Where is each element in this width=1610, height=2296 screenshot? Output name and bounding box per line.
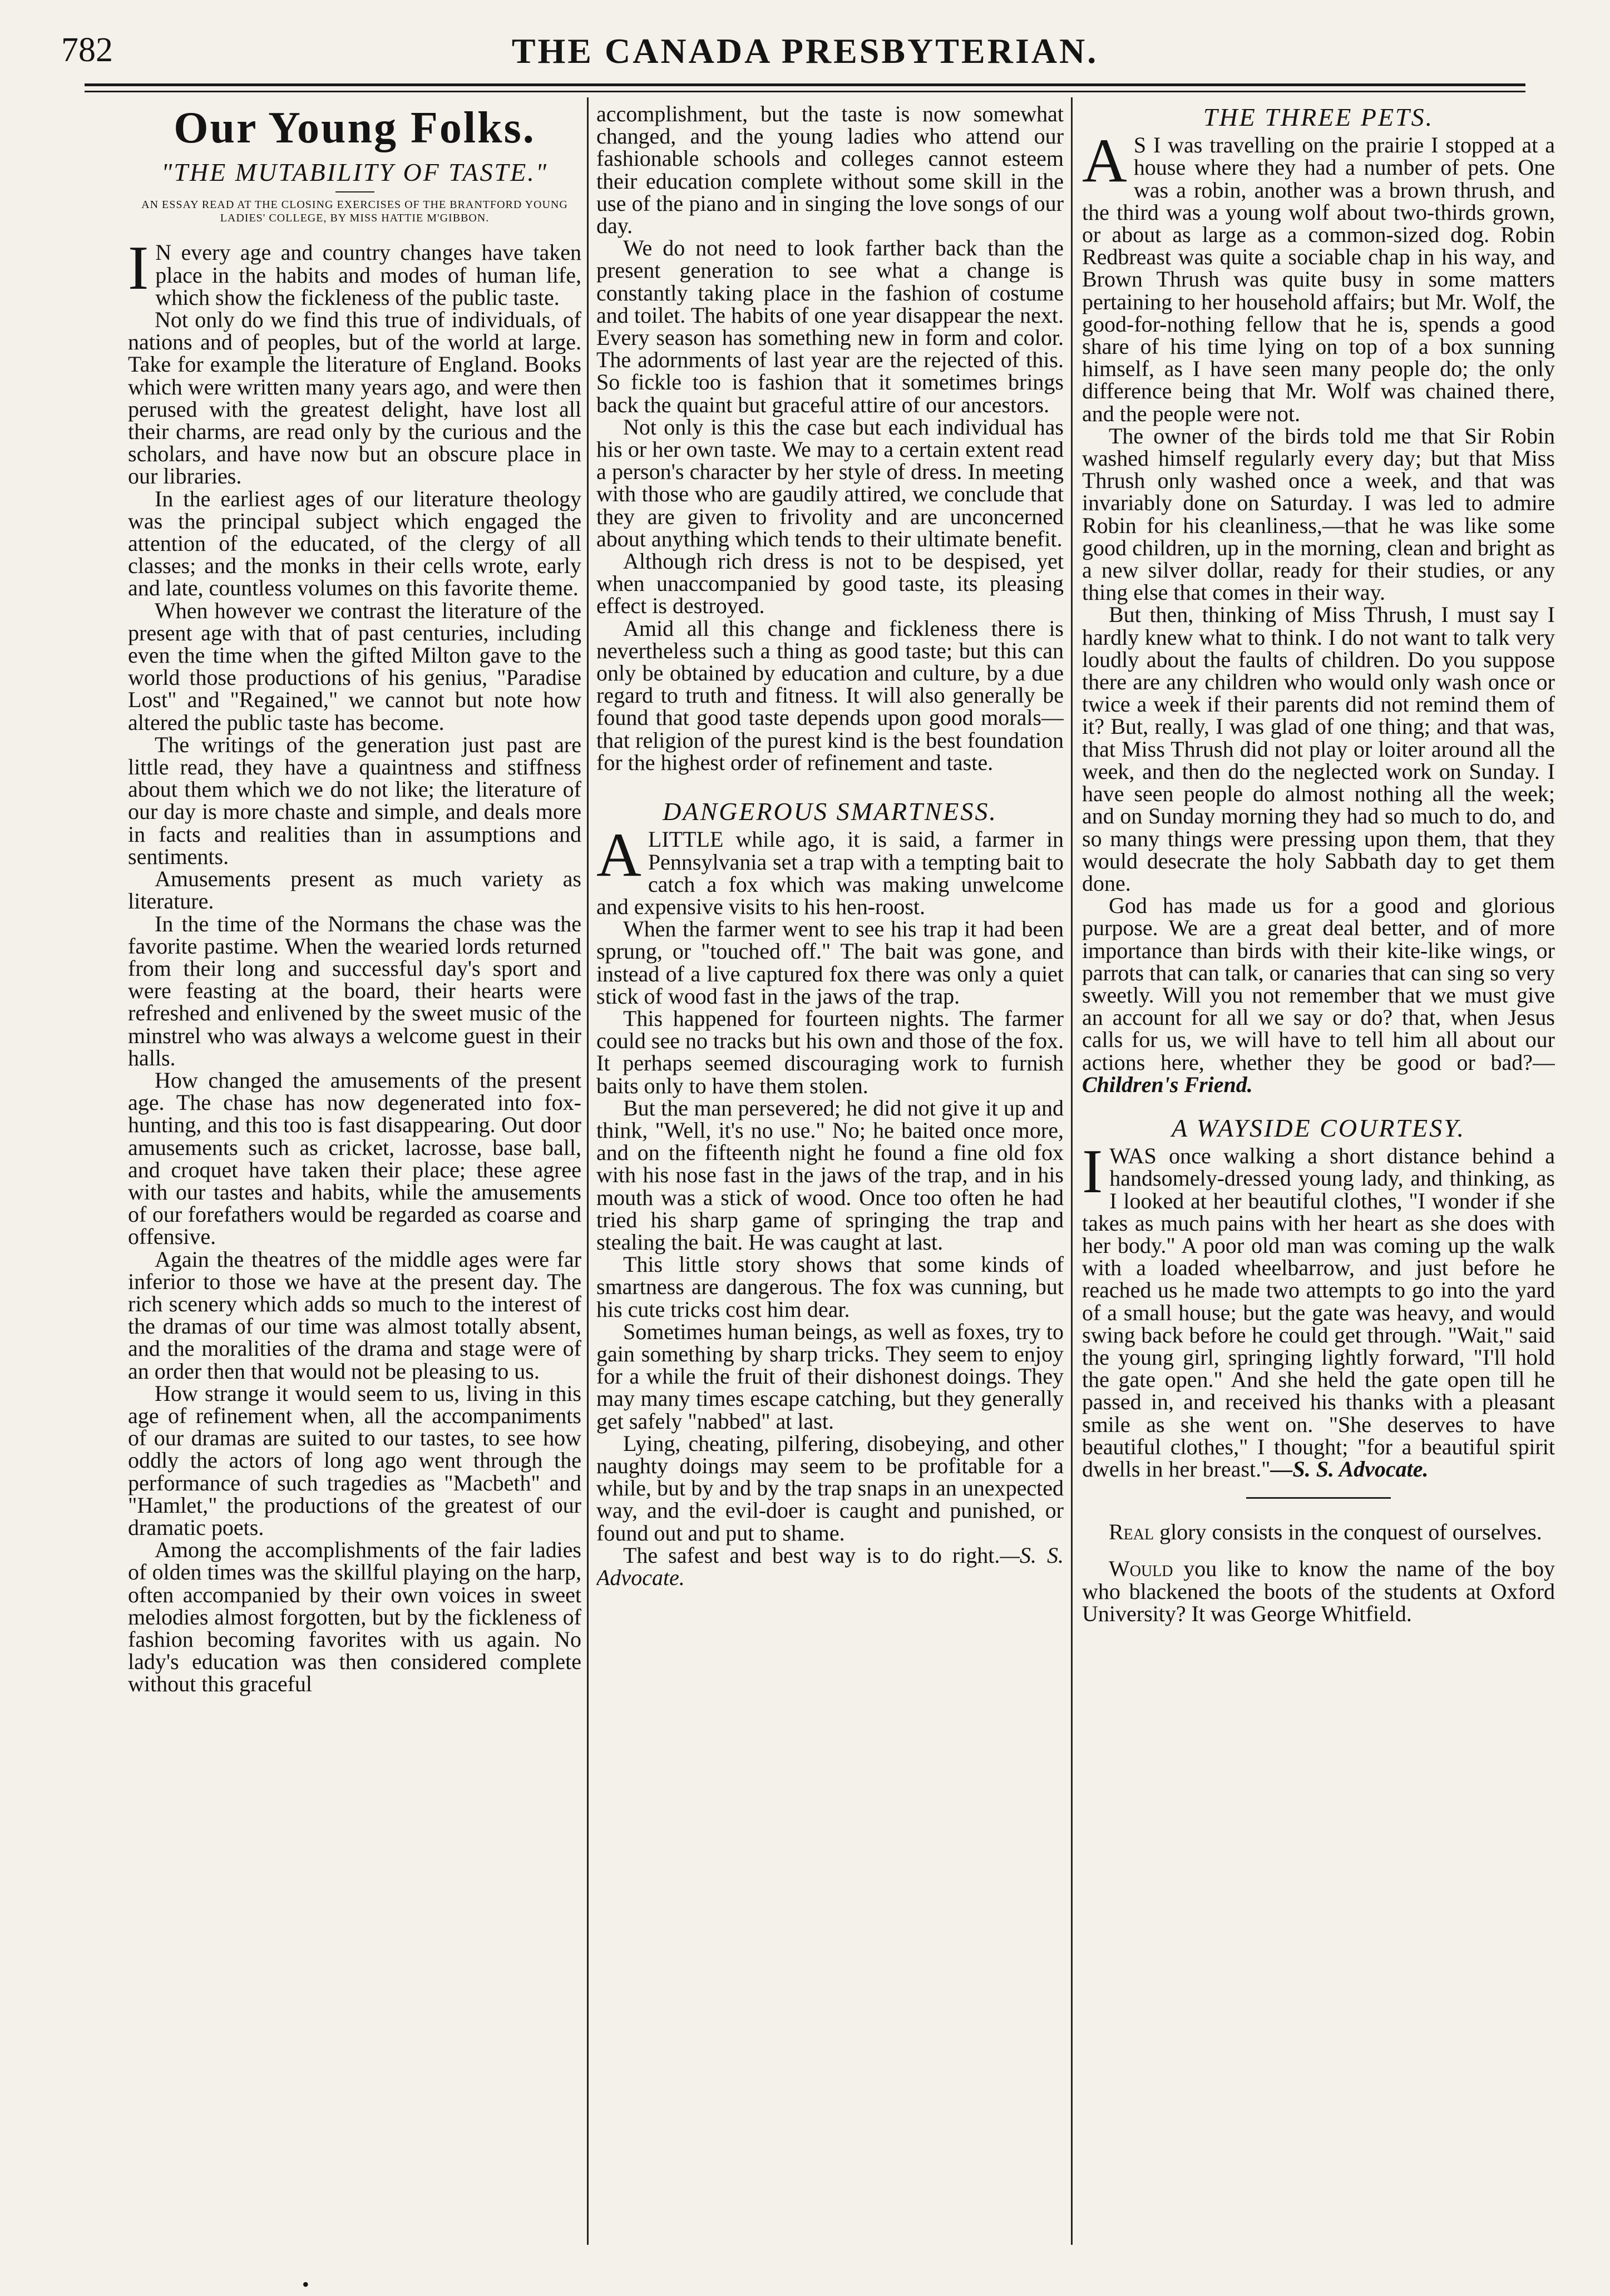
paragraph — [1082, 895, 1555, 1096]
paragraph-text: The safest and best way is to do right. — [623, 1542, 1000, 1568]
paragraph: In the earliest ages of our literature theology was the principal subject which engaged the attention of the educated, of the clergy of all classes; and the monks in their cells wrote, early and late, countless volumes on this favorite theme. — [128, 486, 581, 601]
header-rule — [85, 83, 1525, 86]
lead-word: WAS — [1109, 1143, 1157, 1169]
paragraph: Amusements present as much variety as literature. — [128, 866, 581, 914]
section-heading: Our Young Folks. — [174, 103, 536, 152]
paragraph: Lying, cheating, pilfering, disobeying, and other naughty doings may seem to be profitable for a while, but by and by the trap snaps in an unexpected way, and the evil-doer is caught and punished, or found out and put to shame. — [596, 1430, 1064, 1546]
paragraph: Although rich dress is not to be despised, yet when unaccompanied by good taste, its pleasing effect is destroyed. — [596, 549, 1064, 619]
paragraph: Among the accomplishments of the fair ladies of olden times was the skillful playing on the harp, often accompanied by their own voices in sweet melodies almost forgotten, but by the fickleness of fashion becoming favorites with us again. No lady's education was then considered complete without this graceful — [128, 1537, 581, 1697]
paragraph: But then, thinking of Miss Thrush, I must say I hardly knew what to think. I do not want to talk very loudly about the faults of children. Do you suppose there are any children who would only wash once or twice a week if their parents did not remind them of it? But, really, I was glad of one thing; and that was, that Miss Thrush did not play or loiter around all the week, and then do the neglected work on Sunday. I have seen people do almost nothing all the week; and on Sunday morning they had so much to do, and so many things were pressing upon them, that they would desecrate the holy Sabbath day to get them done. — [1082, 602, 1555, 896]
paragraph: The writings of the generation just past are little read, they have a quaintness and stiffness about them which we do not like; the literature of our day is more chaste and simple, and deals more in facts and realities than in assumptions and sentiments. — [128, 732, 581, 869]
article-title: "THE MUTABILITY OF TASTE." — [161, 158, 549, 187]
title-rule — [335, 191, 374, 192]
paragraph: When however we contrast the literature of the present age with that of past centuries, including even the time when the gifted Milton gave to the world those productions of his genius, "Paradise Lost" and "Regained," we cannot but note how altered the public taste has become. — [128, 598, 581, 735]
paragraph: Not only is this the case but each individual has his or her own taste. We may to a certain extent read a person's character by her style of dress. In meeting with those who are gaudily attired, we conclude that they are given to frivolity and are unconcerned about anything which tends to their ultimate benefit. — [596, 414, 1064, 551]
spacer — [596, 774, 1064, 796]
paragraph-text: God has made us for a good and glorious purpose. We are a great deal better, and of more importance than birds with their kite-like wings, or parrots that can talk, or canaries that can sing so very sweetly. Will you not remember that we must give an account for all we say or do? that, when Jesus calls for us, we will have to tell him all about our actions here, whether they be good or bad?— — [1082, 893, 1555, 1075]
paragraph-text: you like to know the name of the boy who blackened the boots of the students at Oxford University? It was George Whitfield. — [1082, 1556, 1555, 1626]
lead-word: Would — [1109, 1556, 1173, 1582]
paragraph: Amid all this change and fickleness there is nevertheless such a thing as good taste; but this can only be obtained by education and culture, by a due regard to truth and fitness. It will also generally be found that good taste depends upon good morals—that religion of the purest kind is the best foundation for the highest order of refinement and taste. — [596, 615, 1064, 775]
paragraph: accomplishment, but the taste is now somewhat changed, and the young ladies who attend our fashionable schools and colleges cannot esteem their education complete without some skill in the use of the piano and in singing the love songs of our day. — [596, 103, 1064, 239]
column-divider — [587, 97, 589, 2245]
article-title: A WAYSIDE COURTESY. — [1172, 1113, 1465, 1142]
drop-cap: A — [596, 821, 641, 890]
column-2 — [596, 103, 1064, 2262]
paragraph: In the time of the Normans the chase was the favorite pastime. When the wearied lords returned from their long and successful day's sport and were feasting at the board, their hearts were refreshed and enlivened by the sweet music of the minstrel who was always a welcome guest in their halls. — [128, 911, 581, 1070]
drop-cap: A — [1082, 126, 1127, 196]
header-rule-thin — [85, 91, 1525, 92]
column-1 — [128, 103, 581, 2262]
paragraph: Not only do we find this true of individuals, of nations and of peoples, but of the world at large. Take for example the literature of England. Books which were written many years ago, and were then perused with the greatest delight, have lost all their charms, are read only by the curious and the scholars, and have now but an obscure place in our libraries. — [128, 307, 581, 489]
source-credit: Children's Friend. — [1082, 1072, 1253, 1097]
column-3 — [1082, 103, 1555, 2262]
paragraph: But the man persevered; he did not give it up and think, "Well, it's no use." No; he baited once more, and on the fifteenth night he found a fine old fox with his nose fast in the jaws of the trap, and in his mouth was a stick of wood. Once too often he had tried his sharp game of springing the trap and stealing the bait. He was caught at last. — [596, 1095, 1064, 1255]
paragraph — [1082, 126, 1555, 426]
paragraph: Sometimes human beings, as well as foxes, try to gain something by sharp tricks. They seem to enjoy for a while the fruit of their dishonest doings. They may many times escape catching, but they generally get safely "nabbed" at last. — [596, 1319, 1064, 1434]
paragraph: Again the theatres of the middle ages were far inferior to those we have at the present day. The rich scenery which adds so much to the interest of the dramas of our time was almost totally absent, and the moralities of the drama and stage were of an order then that would not be pleasing to us. — [128, 1246, 581, 1384]
paragraph: When the farmer went to see his trap it had been sprung, or "touched off." The bait was gone, and instead of a live captured fox there was only a quiet stick of wood fast in the jaws of the trap. — [596, 916, 1064, 1009]
page-number: 782 — [61, 31, 113, 69]
paragraph-text: S I was travelling on the prairie I stopped at a house where they had a number of pets. One was a robin, another was a brown thrush, and the third was a young wolf about two-thirds grown, or about as large as a common-sized dog. Robin Redbreast was quite a sociable chap in his way, and Brown Thrush was quite busy in some matters pertaining to her household affairs; but Mr. Wolf, the good-for-nothing fellow that he is, spends a good share of his time lying on top of a box sunning himself, as I have seen many people do; the only difference being that Mr. Wolf was chained there, and the people were not. — [1082, 132, 1555, 426]
paragraph: We do not need to look farther back than the present generation to see what a change is constantly taking place in the fashion of costume and toilet. The habits of one year disappear the next. Every season has something new in form and color. The adornments of last year are the rejected of this. So fickle too is fashion that it sometimes brings back the quaint but graceful attire of our ancestors. — [596, 235, 1064, 417]
paragraph — [1082, 1521, 1555, 1543]
source-credit: —S. S. Advocate. — [1270, 1456, 1429, 1482]
paragraph — [596, 821, 1064, 919]
lead-word: LITTLE — [648, 827, 724, 852]
source-credit: —S. S. Advocate. — [596, 1542, 1064, 1590]
paragraph — [596, 1544, 1064, 1589]
footer-mark: • — [302, 2273, 309, 2295]
paragraph: How changed the amusements of the present age. The chase has now degenerated into fox-hunting, and this too is fast disappearing. Out door amusements such as cricket, lacrosse, base ball, and croquet have taken their place; these agree with our tastes and habits, while the amusements of our forefathers would be regarded as coarse and offensive. — [128, 1067, 581, 1250]
article-byline: AN ESSAY READ AT THE CLOSING EXERCISES OF THE BRANTFORD YOUNG LADIES' COLLEGE, BY MISS HATTIE M'GIBBON. — [141, 199, 568, 225]
drop-cap: I — [128, 234, 149, 303]
lead-word: Real — [1109, 1519, 1154, 1545]
paragraph: This happened for fourteen nights. The farmer could see no tracks but his own and those of the fox. It perhaps seemed discouraging work to furnish baits only to have them stolen. — [596, 1005, 1064, 1098]
masthead: THE CANADA PRESBYTERIAN. — [511, 31, 1099, 71]
paragraph: How strange it would seem to us, living in this age of refinement when, all the accompaniments of our dramas are suited to our tastes, to see how oddly the actors of long ago went through the performance of such tragedies as "Macbeth" and "Hamlet," the productions of the greatest of our dramatic poets. — [128, 1380, 581, 1540]
paragraph: This little story shows that some kinds of smartness are dangerous. The fox was cunning, but his cute tricks cost him dear. — [596, 1252, 1064, 1322]
paragraph-text: while ago, it is said, a farmer in Pennsylvania set a trap with a tempting bait to catch a fox which was making unwelcome and expensive visits to his hen-roost. — [596, 827, 1064, 919]
paragraph-text: N every age and country changes have taken place in the habits and modes of human life, which show the fickleness of the public taste. — [155, 240, 581, 310]
paragraph — [1082, 1137, 1555, 1482]
section-divider — [1246, 1497, 1391, 1499]
article-title: THE THREE PETS. — [1203, 103, 1434, 131]
paragraph-text: glory consists in the conquest of ourselves. — [1154, 1519, 1542, 1545]
column-divider — [1071, 97, 1073, 2245]
article-title: DANGEROUS SMARTNESS. — [663, 797, 997, 826]
spacer — [1082, 1096, 1555, 1113]
drop-cap: I — [1082, 1137, 1103, 1207]
paragraph-text: once walking a short distance behind a handsomely-dressed young lady, and thinking, as I looked at her beautiful clothes, "I wonder if she takes as much pains with her heart as she does with her body." A poor old man was coming up the walk with a loaded wheelbarrow, and just before he reached us he made two attempts to go into the yard of a small house; but the gate was heavy, and would swing back before he could get through. "Wait," said the young girl, springing lightly forward, "I'll hold the gate open." And she held the gate open till he passed in, and received his thanks with a pleasant smile as she went on. "She deserves to have beautiful clothes," I thought; "for a beautiful spirit dwells in her breast." — [1082, 1143, 1555, 1482]
paragraph — [128, 234, 581, 310]
paragraph — [1082, 1558, 1555, 1625]
paragraph: The owner of the birds told me that Sir Robin washed himself regularly every day; but that Miss Thrush only washed once a week, and that was invariably done on Saturday. I was led to admire Robin for his cleanliness,—that he was like some good children, up in the morning, clean and bright as a new silver dollar, ready for their studies, or any thing else that comes in their way. — [1082, 423, 1555, 605]
